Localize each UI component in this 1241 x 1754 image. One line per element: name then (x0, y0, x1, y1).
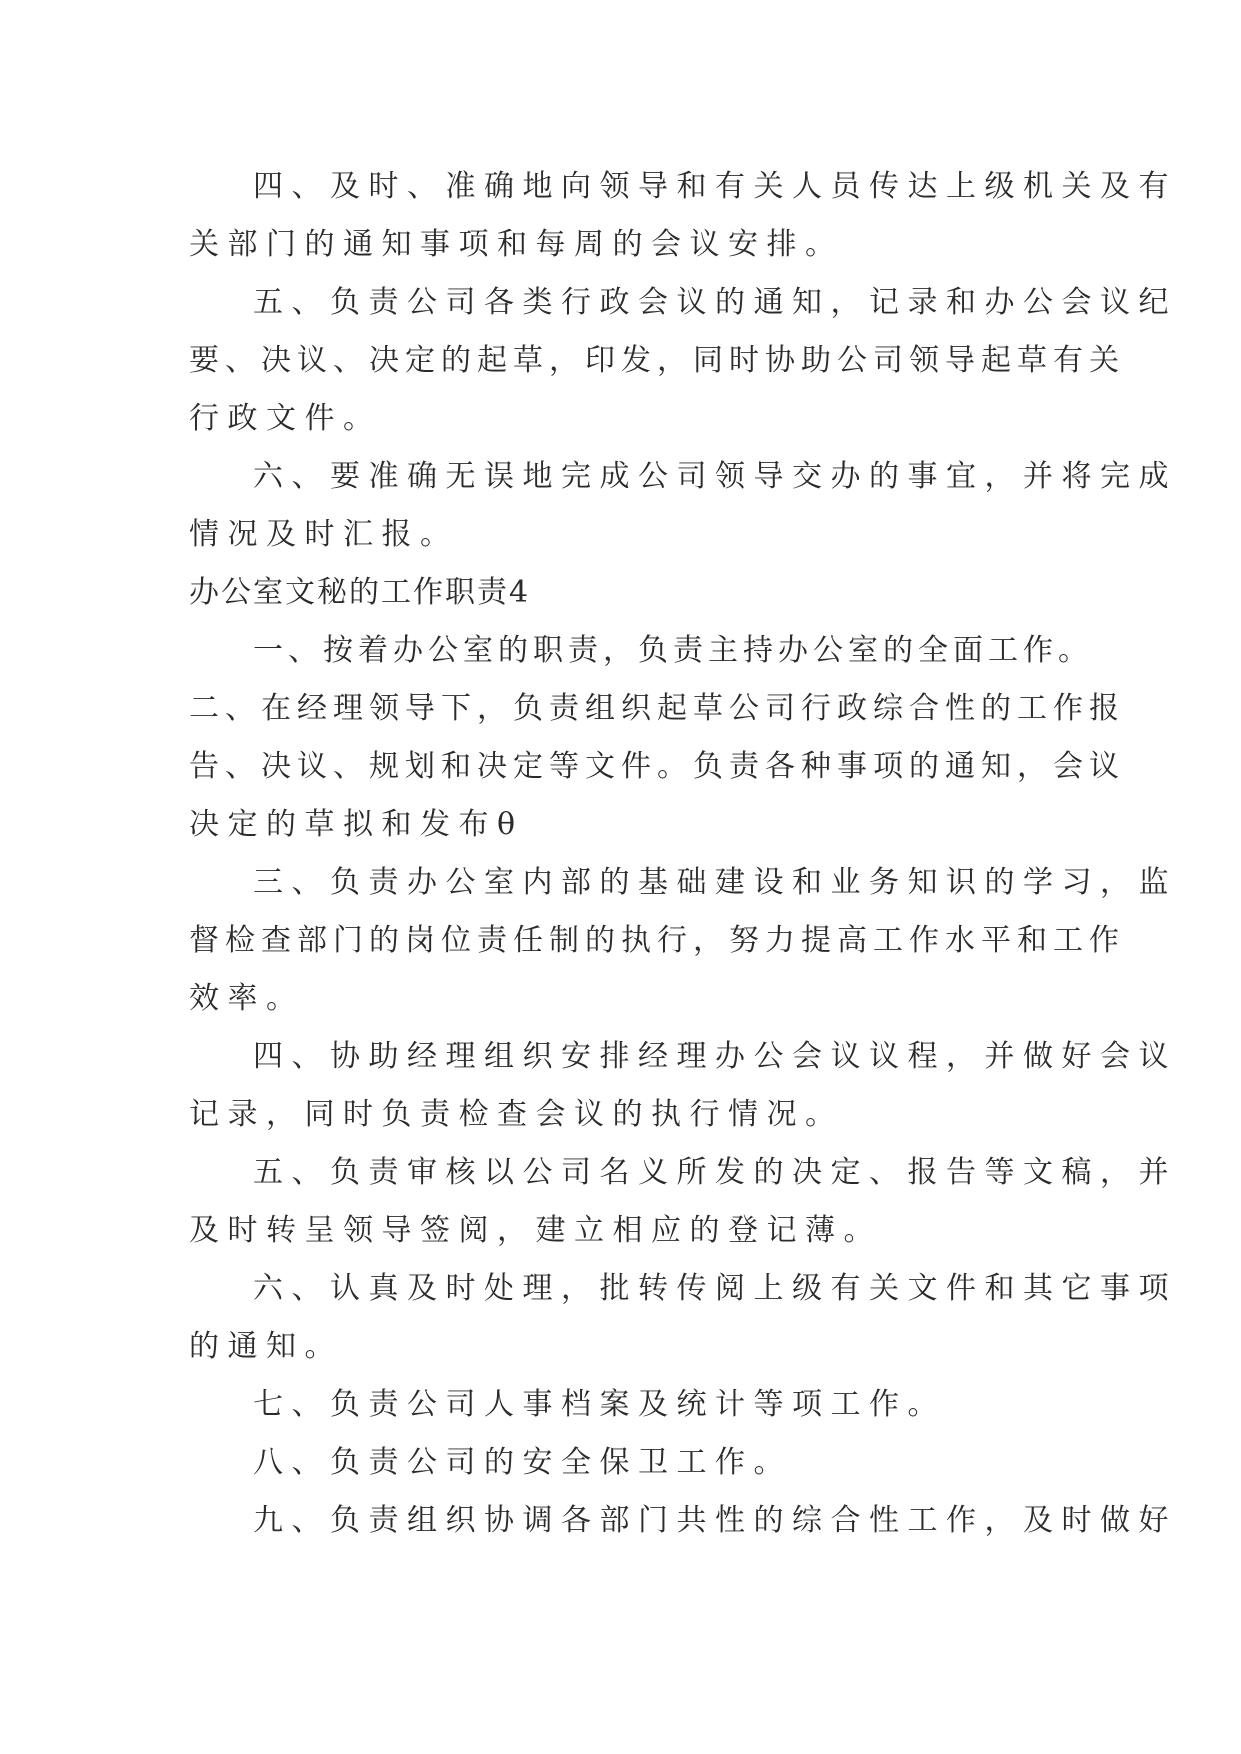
paragraph-line: 二、在经理领导下，负责组织起草公司行政综合性的工作报 (189, 691, 1125, 726)
paragraph-line: 及时转呈领导签阅，建立相应的登记薄。 (189, 1213, 882, 1248)
paragraph-line: 四、及时、准确地向领导和有关人员传达上级机关及有 (253, 169, 1177, 204)
paragraph-line: 一、按着办公室的职责，负责主持办公室的全面工作。 (253, 633, 1093, 668)
paragraph-line: 记录，同时负责检查会议的执行情况。 (189, 1097, 844, 1132)
paragraph-line: 七、负责公司人事档案及统计等项工作。 (253, 1387, 946, 1422)
paragraph-line: 九、负责组织协调各部门共性的综合性工作，及时做好 (253, 1503, 1177, 1538)
paragraph-line: 告、决议、规划和决定等文件。负责各种事项的通知，会议 (189, 749, 1125, 784)
section-heading: 办公室文秘的工作职责4 (189, 575, 531, 610)
paragraph-line: 关部门的通知事项和每周的会议安排。 (189, 227, 844, 262)
paragraph-line: 六、要准确无误地完成公司领导交办的事宜，并将完成 (253, 459, 1177, 494)
paragraph-line: 效率。 (189, 981, 305, 1016)
paragraph-line: 八、负责公司的安全保卫工作。 (253, 1445, 792, 1480)
paragraph-line: 决定的草拟和发布θ (189, 807, 524, 842)
paragraph-line: 三、负责办公室内部的基础建设和业务知识的学习，监 (253, 865, 1177, 900)
paragraph-line: 六、认真及时处理，批转传阅上级有关文件和其它事项 (253, 1271, 1177, 1306)
paragraph-line: 五、负责审核以公司名义所发的决定、报告等文稿，并 (253, 1155, 1177, 1190)
paragraph-line: 四、协助经理组织安排经理办公会议议程，并做好会议 (253, 1039, 1177, 1074)
paragraph-line: 行政文件。 (189, 401, 382, 436)
paragraph-line: 要、决议、决定的起草，印发，同时协助公司领导起草有关 (189, 343, 1125, 378)
paragraph-line: 情况及时汇报。 (189, 517, 459, 552)
paragraph-line: 的通知。 (189, 1329, 343, 1364)
paragraph-line: 五、负责公司各类行政会议的通知，记录和办公会议纪 (253, 285, 1177, 320)
paragraph-line: 督检查部门的岗位责任制的执行，努力提高工作水平和工作 (189, 923, 1125, 958)
